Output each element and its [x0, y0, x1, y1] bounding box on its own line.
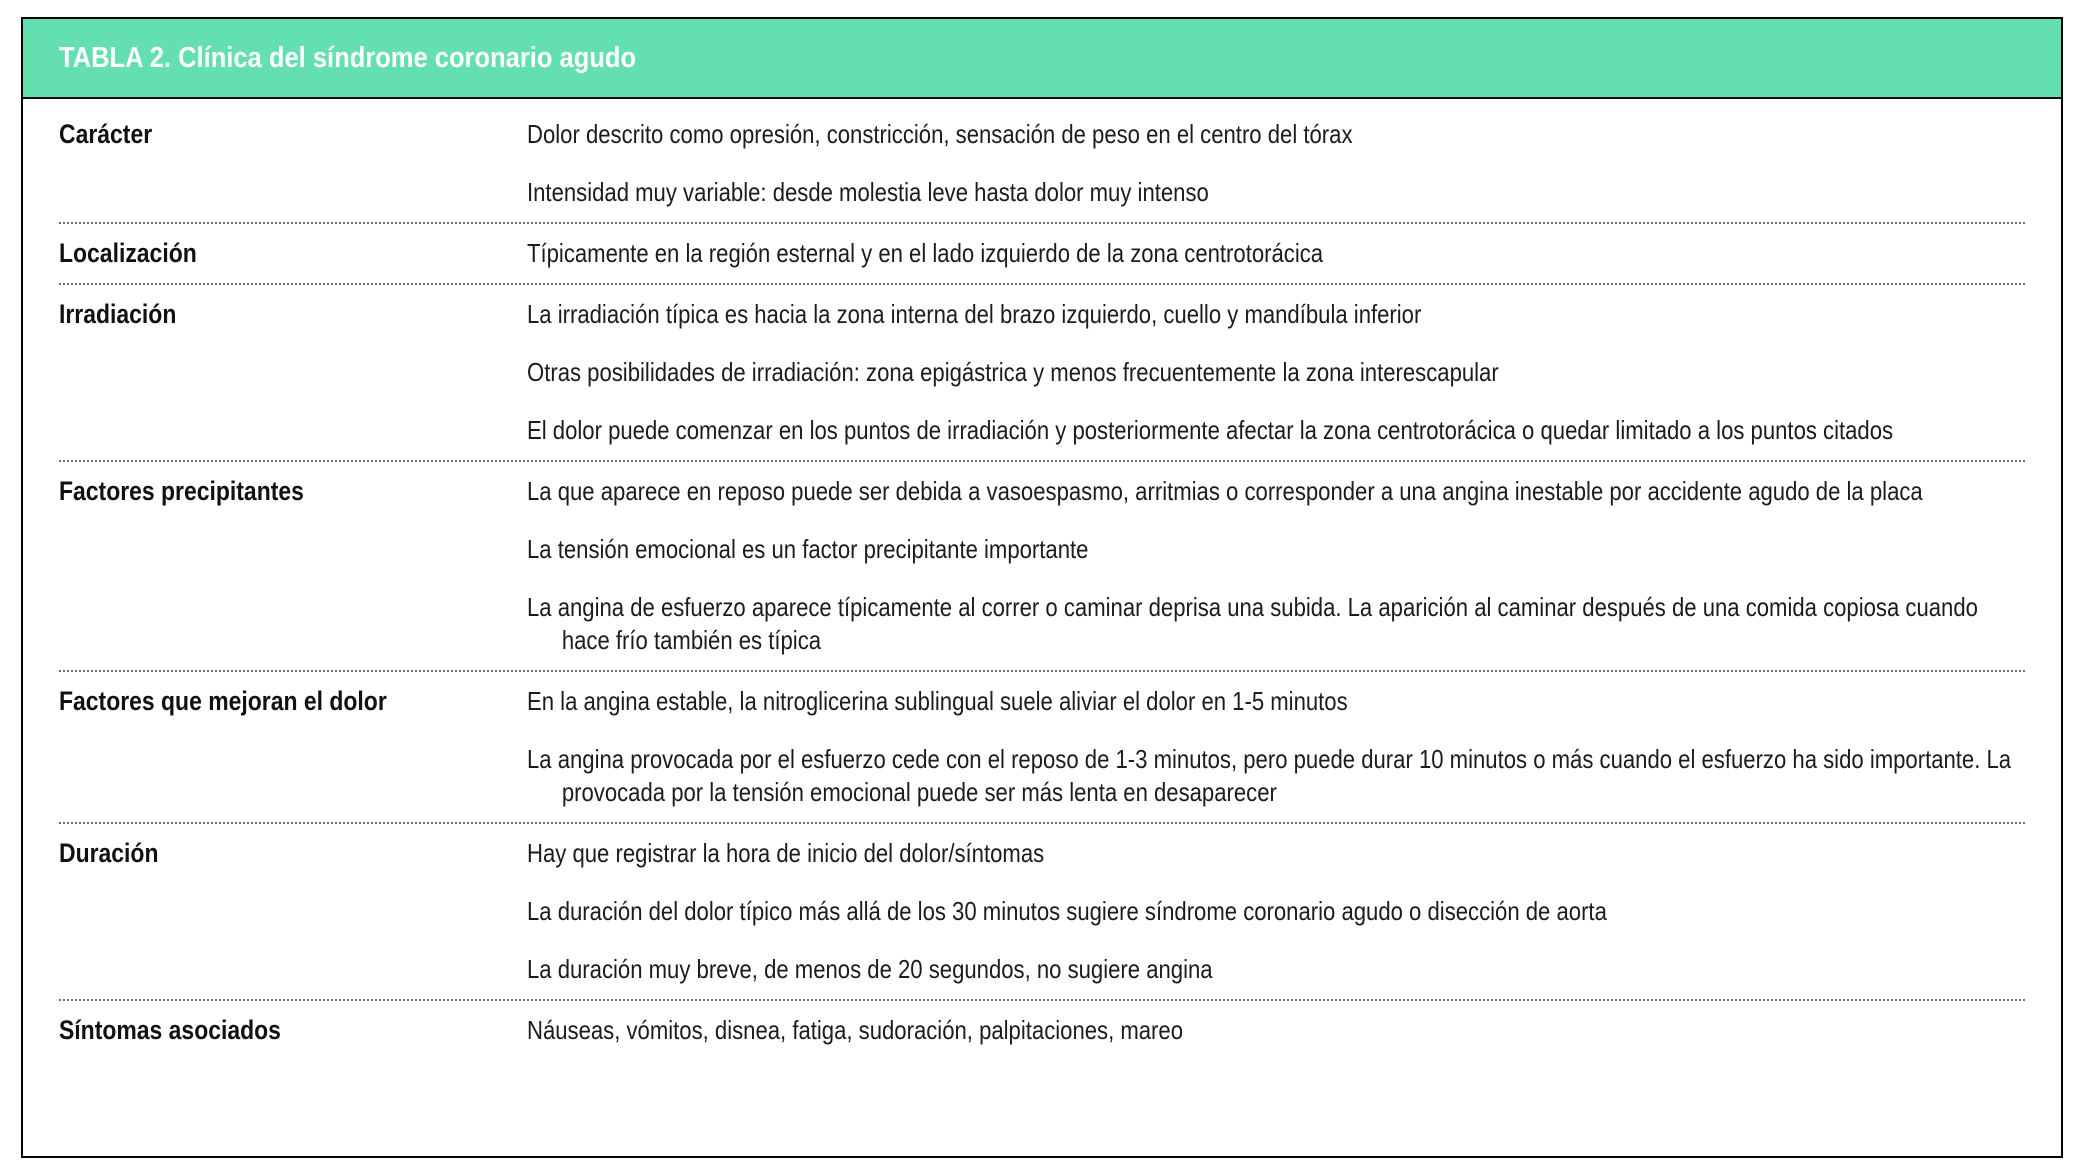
row-label-text: Duración — [59, 838, 159, 868]
row-content-inner — [527, 1014, 2025, 1047]
row-content — [527, 685, 2025, 809]
row-label — [59, 475, 527, 657]
row-label — [59, 237, 527, 270]
table-row — [59, 462, 2025, 672]
row-label-text: Carácter — [59, 119, 153, 149]
row-paragraph: La tensión emocional es un factor precipitante importante — [527, 534, 1089, 564]
row-paragraph: El dolor puede comenzar en los puntos de irradiación y posteriormente afectar la zona centrotorácica o quedar limitado a los puntos citados — [527, 415, 1894, 445]
row-content — [527, 837, 2025, 986]
table-title — [59, 41, 715, 74]
row-label-text: Factores precipitantes — [59, 476, 304, 506]
table-row — [59, 224, 2025, 285]
row-content — [527, 1014, 2025, 1047]
row-paragraph: Intensidad muy variable: desde molestia leve hasta dolor muy intenso — [527, 177, 1209, 207]
row-paragraph: La irradiación típica es hacia la zona interna del brazo izquierdo, cuello y mandíbula inferior — [527, 299, 1422, 329]
row-paragraph: La duración del dolor típico más allá de los 30 minutos sugiere síndrome coronario agudo o disección de aorta — [527, 896, 1607, 926]
row-content — [527, 475, 2025, 657]
row-label-text: Localización — [59, 238, 197, 268]
row-content-inner — [527, 118, 2025, 209]
row-paragraph: La angina de esfuerzo aparece típicamente al correr o caminar deprisa una subida. La aparición al caminar después de una comida copiosa cuando hace frío también es típica — [527, 592, 1978, 655]
row-content — [527, 237, 2025, 270]
row-label — [59, 118, 527, 209]
table-rows — [23, 99, 2061, 1060]
row-label — [59, 837, 527, 986]
clinical-table — [21, 17, 2063, 1158]
table-header — [23, 19, 2061, 99]
row-paragraph: En la angina estable, la nitroglicerina sublingual suele aliviar el dolor en 1-5 minutos — [527, 686, 1348, 716]
row-content-inner — [527, 237, 2025, 270]
row-label — [59, 298, 527, 447]
table-row — [59, 1001, 2025, 1060]
row-content-inner — [527, 475, 2025, 657]
table-row — [59, 285, 2025, 462]
row-label — [59, 685, 527, 809]
row-paragraph: La que aparece en reposo puede ser debida a vasoespasmo, arritmias o corresponder a una angina inestable por accidente agudo de la placa — [527, 476, 1923, 506]
row-paragraph: Dolor descrito como opresión, constricción, sensación de peso en el centro del tórax — [527, 119, 1353, 149]
table-row — [59, 672, 2025, 824]
row-content-inner — [527, 685, 2025, 809]
row-paragraph: La duración muy breve, de menos de 20 segundos, no sugiere angina — [527, 954, 1213, 984]
row-label — [59, 1014, 527, 1047]
table-title-text: TABLA 2. Clínica del síndrome coronario agudo — [59, 41, 637, 74]
row-paragraph: Típicamente en la región esternal y en el lado izquierdo de la zona centrotorácica — [527, 238, 1324, 268]
table-row — [59, 824, 2025, 1001]
row-paragraph: La angina provocada por el esfuerzo cede con el reposo de 1-3 minutos, pero puede durar 10 minutos o más cuando el esfuerzo ha sido importante. La provocada por la tensión emocional puede ser más lenta en desaparecer — [527, 744, 2012, 807]
row-label-text: Irradiación — [59, 299, 177, 329]
row-content-inner — [527, 837, 2025, 986]
row-content-inner — [527, 298, 2025, 447]
row-paragraph: Otras posibilidades de irradiación: zona epigástrica y menos frecuentemente la zona interescapular — [527, 357, 1499, 387]
row-label-text: Síntomas asociados — [59, 1015, 281, 1045]
row-paragraph: Hay que registrar la hora de inicio del dolor/síntomas — [527, 838, 1045, 868]
table-row — [59, 105, 2025, 224]
row-paragraph: Náuseas, vómitos, disnea, fatiga, sudoración, palpitaciones, mareo — [527, 1015, 1184, 1045]
row-content — [527, 298, 2025, 447]
row-content — [527, 118, 2025, 209]
row-label-text: Factores que mejoran el dolor — [59, 686, 387, 716]
